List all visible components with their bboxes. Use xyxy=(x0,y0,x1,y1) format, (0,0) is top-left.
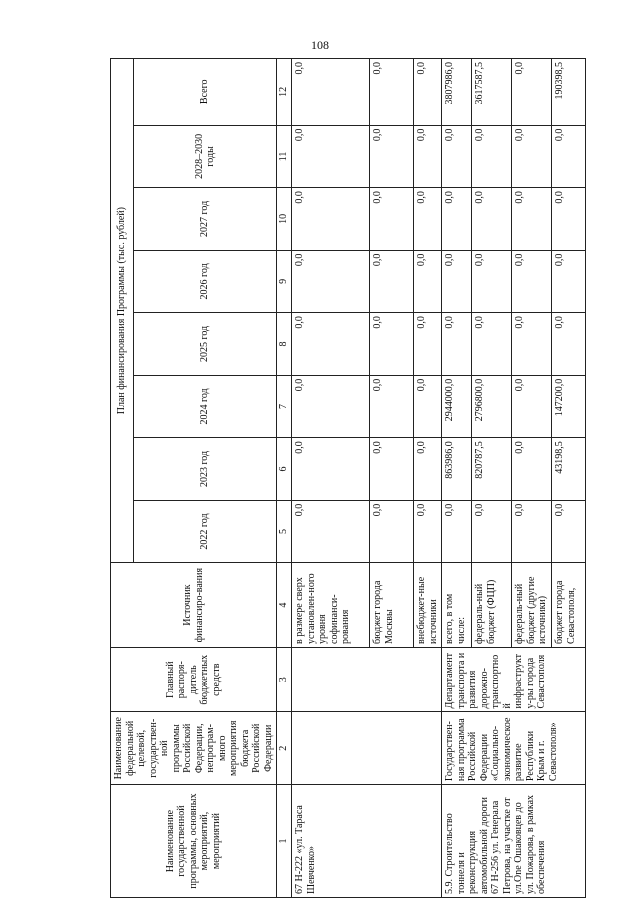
header-year-2024: 2024 год xyxy=(134,375,277,438)
source-cell: внебюджет-ные источники xyxy=(414,563,442,648)
table-row xyxy=(442,59,472,898)
header-year-2023: 2023 год xyxy=(134,438,277,501)
value-cell: 0,0 xyxy=(292,375,370,438)
value-cell: 0,0 xyxy=(414,375,442,438)
value-cell: 0,0 xyxy=(292,250,370,313)
financing-table xyxy=(110,58,586,898)
value-cell: 0,0 xyxy=(370,59,414,126)
value-cell: 0,0 xyxy=(442,313,472,376)
header-year-2022: 2022 год xyxy=(134,500,277,563)
header-program-name: Наименование государственной программы, основных мероприятий, мероприятий xyxy=(111,785,277,898)
table-row xyxy=(292,59,370,898)
value-cell: 0,0 xyxy=(552,188,586,251)
value-cell: 0,0 xyxy=(552,500,586,563)
value-cell: 0,0 xyxy=(512,250,552,313)
source-cell: бюджет города Москвы xyxy=(370,563,414,648)
value-cell: 0,0 xyxy=(292,500,370,563)
value-cell: 43198,5 xyxy=(552,438,586,501)
value-cell: 0,0 xyxy=(414,125,442,188)
section-b-name: 5.9. Строительство тоннеля и реконструкция автомобильной дороги 67 Н-256 ул. Генерала Петрова, на участке от ул.One Ошаковцев до ул. Пожарова, в рамках обеспечения xyxy=(442,785,586,898)
value-cell: 0,0 xyxy=(512,500,552,563)
value-cell: 820787,5 xyxy=(472,438,512,501)
header-administrator: Главный распоря-дитель бюджетных средств xyxy=(111,647,277,712)
value-cell: 147200,0 xyxy=(552,375,586,438)
value-cell: 0,0 xyxy=(370,375,414,438)
value-cell: 0,0 xyxy=(442,250,472,313)
value-cell: 0,0 xyxy=(414,438,442,501)
value-cell: 2944000,0 xyxy=(442,375,472,438)
value-cell: 0,0 xyxy=(414,250,442,313)
value-cell: 2796800,0 xyxy=(472,375,512,438)
value-cell: 0,0 xyxy=(552,125,586,188)
value-cell: 0,0 xyxy=(414,500,442,563)
value-cell: 0,0 xyxy=(512,125,552,188)
value-cell: 0,0 xyxy=(370,438,414,501)
value-cell: 0,0 xyxy=(370,125,414,188)
value-cell: 0,0 xyxy=(512,438,552,501)
source-cell: федераль-ный бюджет (ФЦП) xyxy=(472,563,512,648)
header-year-2027: 2027 год xyxy=(134,188,277,251)
value-cell: 0,0 xyxy=(442,500,472,563)
value-cell: 0,0 xyxy=(552,313,586,376)
value-cell: 0,0 xyxy=(512,188,552,251)
value-cell: 0,0 xyxy=(512,375,552,438)
value-cell: 0,0 xyxy=(414,313,442,376)
value-cell: 0,0 xyxy=(414,188,442,251)
column-number: 1 xyxy=(277,785,292,898)
value-cell: 0,0 xyxy=(370,313,414,376)
page-number: 108 xyxy=(311,38,329,52)
value-cell: 0,0 xyxy=(472,188,512,251)
value-cell: 3617587,5 xyxy=(472,59,512,126)
column-number: 4 xyxy=(277,563,292,648)
column-number: 5 xyxy=(277,500,292,563)
header-year-2028-2030: 2028–2030 годы xyxy=(134,125,277,188)
value-cell: 3807986,0 xyxy=(442,59,472,126)
column-number: 6 xyxy=(277,438,292,501)
header-year-2025: 2025 год xyxy=(134,313,277,376)
value-cell: 0,0 xyxy=(472,500,512,563)
value-cell: 0,0 xyxy=(552,250,586,313)
value-cell: 0,0 xyxy=(442,188,472,251)
header-federal-program: Наименование федеральной целевой, государствен-ной программы Российской Федерации, непрограм-много мероприятия бюджета Российской Федерации xyxy=(111,712,277,785)
value-cell: 0,0 xyxy=(292,188,370,251)
column-number: 3 xyxy=(277,647,292,712)
header-financing-plan: План финансирования Программы (тыс. рублей) xyxy=(111,59,134,563)
value-cell: 0,0 xyxy=(370,500,414,563)
header-year-2026: 2026 год xyxy=(134,250,277,313)
column-numbers-row xyxy=(277,59,292,898)
value-cell: 0,0 xyxy=(292,313,370,376)
value-cell: 0,0 xyxy=(292,125,370,188)
value-cell: 863986,0 xyxy=(442,438,472,501)
column-number: 8 xyxy=(277,313,292,376)
value-cell: 0,0 xyxy=(472,313,512,376)
value-cell: 0,0 xyxy=(414,59,442,126)
source-cell: федераль-ный бюджет (другие источники) xyxy=(512,563,552,648)
section-a-name: 67 Н-222 «ул. Тараса Шевченко» xyxy=(292,785,442,898)
value-cell: 0,0 xyxy=(292,59,370,126)
value-cell: 0,0 xyxy=(512,313,552,376)
value-cell: 0,0 xyxy=(370,188,414,251)
column-number: 7 xyxy=(277,375,292,438)
source-cell: в размере сверх установлен-ного уровня софинанси-рования xyxy=(292,563,370,648)
section-a-administrator xyxy=(292,647,442,712)
value-cell: 0,0 xyxy=(442,125,472,188)
column-number: 9 xyxy=(277,250,292,313)
header-source: Источник финансиро-вания xyxy=(111,563,277,648)
value-cell: 0,0 xyxy=(292,438,370,501)
column-number: 10 xyxy=(277,188,292,251)
header-total: Всего xyxy=(134,59,277,126)
column-number: 2 xyxy=(277,712,292,785)
source-cell: всего, в том числе: xyxy=(442,563,472,648)
column-number: 12 xyxy=(277,59,292,126)
value-cell: 0,0 xyxy=(472,125,512,188)
value-cell: 190398,5 xyxy=(552,59,586,126)
section-b-administrator: Департамент транспорта и развития дорожно-транспортной инфраструкту-ры города Севастополя xyxy=(442,647,586,712)
column-number: 11 xyxy=(277,125,292,188)
value-cell: 0,0 xyxy=(512,59,552,126)
source-cell: бюджет города Севастополя, xyxy=(552,563,586,648)
value-cell: 0,0 xyxy=(472,250,512,313)
section-a-program xyxy=(292,712,442,785)
table-area xyxy=(110,58,610,898)
section-b-program: Государствен-ная программа Российской Федерации «Социально-экономическое развитие Республики Крым и г. Севастополя» xyxy=(442,712,586,785)
value-cell: 0,0 xyxy=(370,250,414,313)
rotated-table-container xyxy=(110,58,610,898)
